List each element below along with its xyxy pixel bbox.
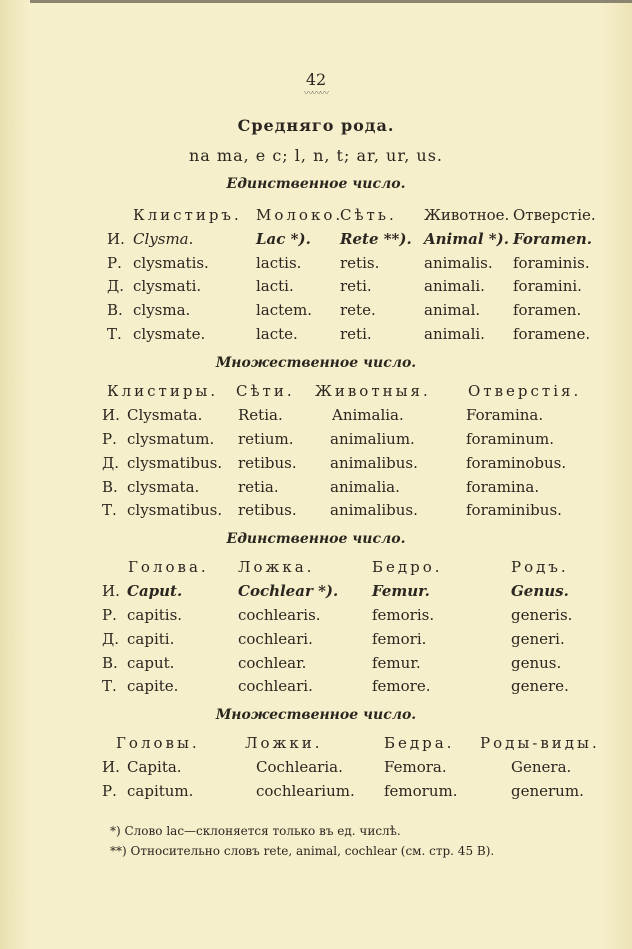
word-cell: generis. <box>511 606 573 624</box>
word-cell: foraminibus. <box>466 501 562 519</box>
word-cell: Clysmata. <box>127 406 203 424</box>
s4-header-4: Роды-виды. <box>480 734 600 752</box>
word-cell: cochlearis. <box>238 606 321 624</box>
s1-header-3: Сѣть. <box>340 206 397 224</box>
word-cell: cochlear. <box>238 654 307 672</box>
word-cell: lactem. <box>256 301 313 319</box>
case-label: Т. <box>102 501 117 519</box>
word-cell: clysmatibus. <box>127 501 223 519</box>
page-title: Средняго рода. <box>237 116 395 135</box>
word-cell: clysmatibus. <box>127 454 223 472</box>
word-cell: animalibus. <box>330 454 418 472</box>
case-label: Т. <box>102 677 117 695</box>
word-cell: Femur. <box>372 582 430 600</box>
case-label: Д. <box>107 277 124 295</box>
word-cell: reti. <box>340 325 372 343</box>
s1-header-5: Отверстіе. <box>513 206 596 224</box>
case-label: Д. <box>102 454 119 472</box>
s3-header-1: Голова. <box>128 558 209 576</box>
section1-subtitle: Единственное число. <box>226 176 406 192</box>
s4-header-2: Ложки. <box>245 734 323 752</box>
s2-header-1: Клистиры. <box>107 382 219 400</box>
s1-header-4: Животное. <box>424 206 510 224</box>
footnote-2: **) Относительно словъ rete, animal, cochlear (см. стр. 45 В). <box>110 844 495 858</box>
footnote-1: *) Слово lac—склоняется только въ ед. числѣ. <box>110 824 401 838</box>
word-cell: femur. <box>372 654 421 672</box>
word-cell: clysmatum. <box>127 430 215 448</box>
case-label: В. <box>102 654 118 672</box>
page-number: 42 <box>305 70 327 89</box>
case-label: В. <box>102 478 118 496</box>
word-cell: clysmati. <box>133 277 202 295</box>
word-cell: animalibus. <box>330 501 418 519</box>
case-label: И. <box>107 230 125 248</box>
word-cell: Cochlearia. <box>256 758 343 776</box>
word-cell: Lac *). <box>256 230 311 248</box>
word-cell: retis. <box>340 254 380 272</box>
word-cell: femori. <box>372 630 427 648</box>
word-cell: clysmate. <box>133 325 206 343</box>
s2-header-2: Сѣти. <box>236 382 295 400</box>
s1-header-1: Клистиръ. <box>133 206 242 224</box>
word-cell: Genera. <box>511 758 572 776</box>
case-label: Д. <box>102 630 119 648</box>
word-cell: foraminis. <box>513 254 590 272</box>
s4-header-3: Бедра. <box>384 734 455 752</box>
word-cell: animalis. <box>424 254 493 272</box>
word-cell: Foramina. <box>466 406 544 424</box>
word-cell: Genus. <box>511 582 569 600</box>
s2-header-4: Отверстія. <box>468 382 582 400</box>
word-cell: cochleari. <box>238 630 313 648</box>
word-cell: retium. <box>238 430 294 448</box>
case-label: Т. <box>107 325 122 343</box>
s3-header-3: Бедро. <box>372 558 443 576</box>
word-cell: animalium. <box>330 430 415 448</box>
s3-header-2: Ложка. <box>238 558 315 576</box>
word-cell: retibus. <box>238 454 297 472</box>
word-cell: caput. <box>127 654 175 672</box>
case-label: Р. <box>102 606 117 624</box>
word-cell: animalia. <box>330 478 400 496</box>
word-cell: genus. <box>511 654 562 672</box>
endings-line: na ma, e c; l, n, t; ar, ur, us. <box>188 146 444 165</box>
word-cell: animali. <box>424 325 485 343</box>
case-label: Р. <box>102 430 117 448</box>
top-rule <box>30 0 632 3</box>
word-cell: Animalia. <box>332 406 404 424</box>
s1-header-2: Молоко. <box>256 206 344 224</box>
word-cell: lacti. <box>256 277 294 295</box>
word-cell: generum. <box>511 782 584 800</box>
word-cell: capitis. <box>127 606 183 624</box>
case-label: И. <box>102 758 120 776</box>
word-cell: clysmatis. <box>133 254 209 272</box>
word-cell: foraminum. <box>466 430 555 448</box>
word-cell: Animal *). <box>424 230 509 248</box>
word-cell: cochleari. <box>238 677 313 695</box>
word-cell: retia. <box>238 478 279 496</box>
s2-header-3: Животныя. <box>315 382 431 400</box>
word-cell: femoris. <box>372 606 435 624</box>
word-cell: cochlearium. <box>256 782 355 800</box>
word-cell: clysma. <box>133 301 191 319</box>
word-cell: lacte. <box>256 325 298 343</box>
word-cell: Cochlear *). <box>238 582 339 600</box>
section4-subtitle: Множественное число. <box>215 707 417 723</box>
case-label: Р. <box>102 782 117 800</box>
word-cell: animal. <box>424 301 481 319</box>
word-cell: foramini. <box>513 277 582 295</box>
word-cell: Retia. <box>238 406 283 424</box>
word-cell: clysmata. <box>127 478 200 496</box>
case-label: И. <box>102 582 120 600</box>
word-cell: femorum. <box>384 782 458 800</box>
word-cell: rete. <box>340 301 376 319</box>
word-cell: retibus. <box>238 501 297 519</box>
word-cell: lactis. <box>256 254 302 272</box>
word-cell: Clysma. <box>133 230 194 248</box>
word-cell: generi. <box>511 630 565 648</box>
word-cell: capitum. <box>127 782 194 800</box>
s4-header-1: Головы. <box>116 734 200 752</box>
case-label: В. <box>107 301 123 319</box>
word-cell: animali. <box>424 277 485 295</box>
word-cell: capiti. <box>127 630 175 648</box>
word-cell: foramina. <box>466 478 540 496</box>
case-label: Р. <box>107 254 122 272</box>
word-cell: femore. <box>372 677 431 695</box>
word-cell: reti. <box>340 277 372 295</box>
s3-header-4: Родъ. <box>511 558 569 576</box>
word-cell: foramene. <box>513 325 591 343</box>
case-label: И. <box>102 406 120 424</box>
section3-subtitle: Единственное число. <box>226 531 406 547</box>
word-cell: genere. <box>511 677 569 695</box>
section2-subtitle: Множественное число. <box>215 355 417 371</box>
word-cell: foraminobus. <box>466 454 567 472</box>
word-cell: Capita. <box>127 758 182 776</box>
word-cell: capite. <box>127 677 179 695</box>
word-cell: Foramen. <box>513 230 592 248</box>
word-cell: Rete **). <box>340 230 412 248</box>
ornament: 〰〰〰 <box>303 89 328 99</box>
word-cell: Caput. <box>127 582 183 600</box>
word-cell: Femora. <box>384 758 447 776</box>
word-cell: foramen. <box>513 301 582 319</box>
